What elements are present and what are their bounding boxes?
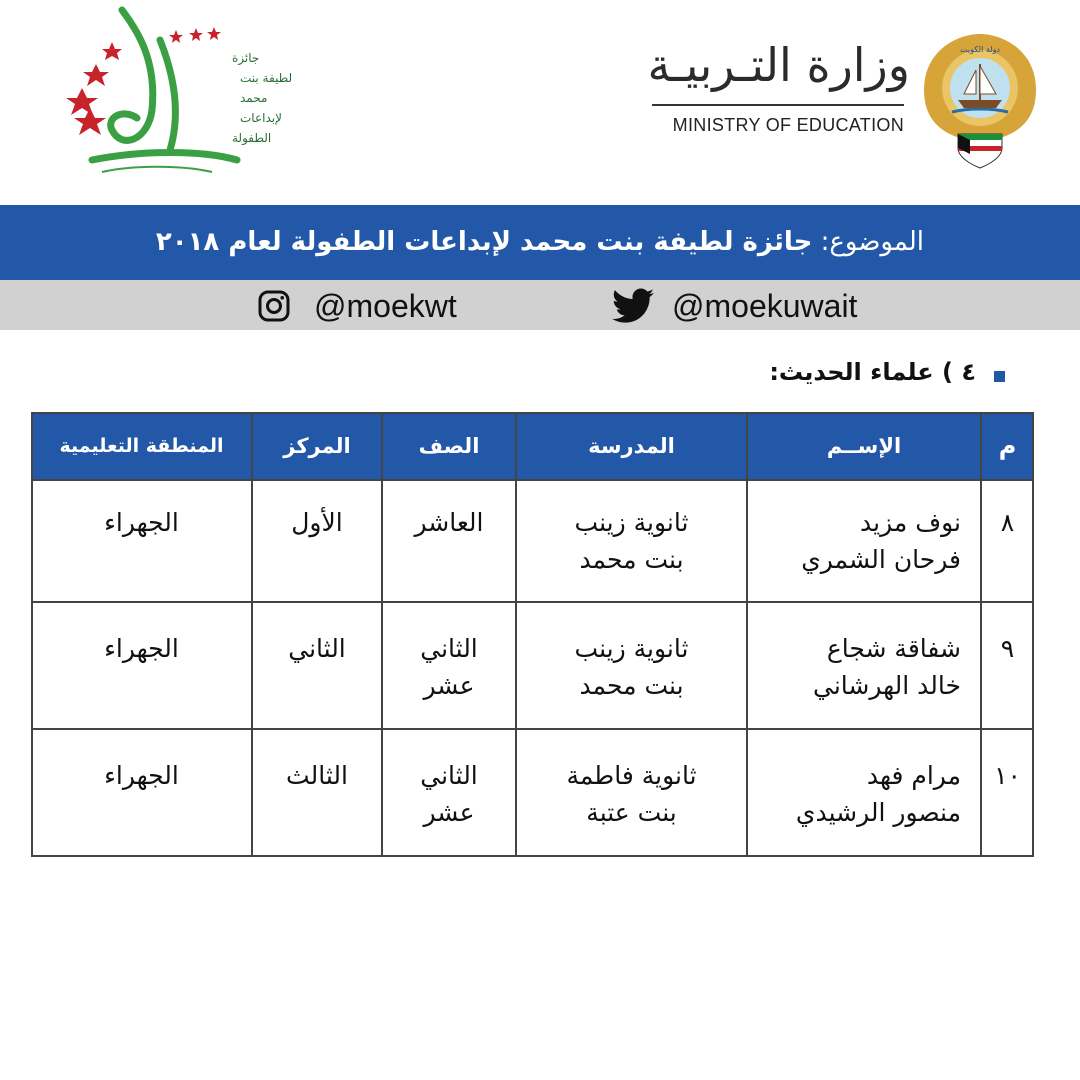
cell-school: ثانوية زينب بنت محمد [574,508,689,574]
grid-line [31,479,1034,481]
cell-rank: الثالث [286,761,348,790]
instagram-handle[interactable]: @moekwt [314,288,457,324]
cell-region: الجهراء [104,508,179,537]
header-region: المنطقة التعليمية [31,412,252,480]
results-table [31,412,1034,857]
ministry-name-english: MINISTRY OF EDUCATION [672,115,904,135]
header-school: المدرسة [516,412,747,480]
award-logo [62,0,293,190]
cell-school: ثانوية زينب بنت محمد [574,634,689,700]
twitter-handle[interactable]: @moekuwait [672,288,858,324]
cell-grade: الثاني عشر [420,634,478,700]
subject-value: جائزة لطيفة بنت محمد لإبداعات الطفولة لعام ٢٠١٨ [155,227,813,257]
section-bullet [994,371,1005,382]
social-bar [0,280,1080,330]
twitter-icon[interactable] [612,288,654,324]
svg-text:الطفولة: الطفولة [232,131,272,145]
subject-label: الموضوع: [820,227,924,257]
svg-text:لإبداعات: لإبداعات [240,111,282,125]
ministry-name-arabic: وزارة التـربيـة [647,38,910,92]
cell-grade: العاشر [414,508,484,537]
cell-name: شفاقة شجاع خالد الهرشاني [813,634,961,700]
cell-name: نوف مزيد فرحان الشمري [801,508,961,574]
cell-grade: الثاني عشر [420,761,478,827]
cell-school: ثانوية فاطمة بنت عتبة [566,761,697,827]
svg-text:جائزة: جائزة [232,51,260,65]
cell-region: الجهراء [104,634,179,663]
grid-line [31,601,1034,603]
ministry-divider [652,104,904,106]
svg-text:دولة الكويت: دولة الكويت [960,45,1000,54]
cell-num: ٨ [1000,508,1015,537]
header-rank: المركز [252,412,382,480]
header-grade: الصف [382,412,516,480]
cell-rank: الثاني [288,634,346,663]
grid-line [31,728,1034,730]
cell-region: الجهراء [104,761,179,790]
svg-text:محمد: محمد [240,91,268,105]
subject-line [0,205,1080,280]
section-title: ٤ ) علماء الحديث: [769,358,976,386]
svg-text:لطيفة بنت: لطيفة بنت [240,71,293,85]
cell-name: مرام فهد منصور الرشيدي [795,761,961,827]
header-num: م [981,412,1034,480]
instagram-icon[interactable] [258,290,290,322]
cell-num: ٩ [1000,634,1015,663]
grid-line [31,855,1034,857]
header-name: الإســم [747,412,981,480]
cell-rank: الأول [291,508,343,537]
cell-num: ١٠ [994,761,1021,790]
grid-line [31,412,1034,414]
kuwait-emblem [918,30,1042,170]
